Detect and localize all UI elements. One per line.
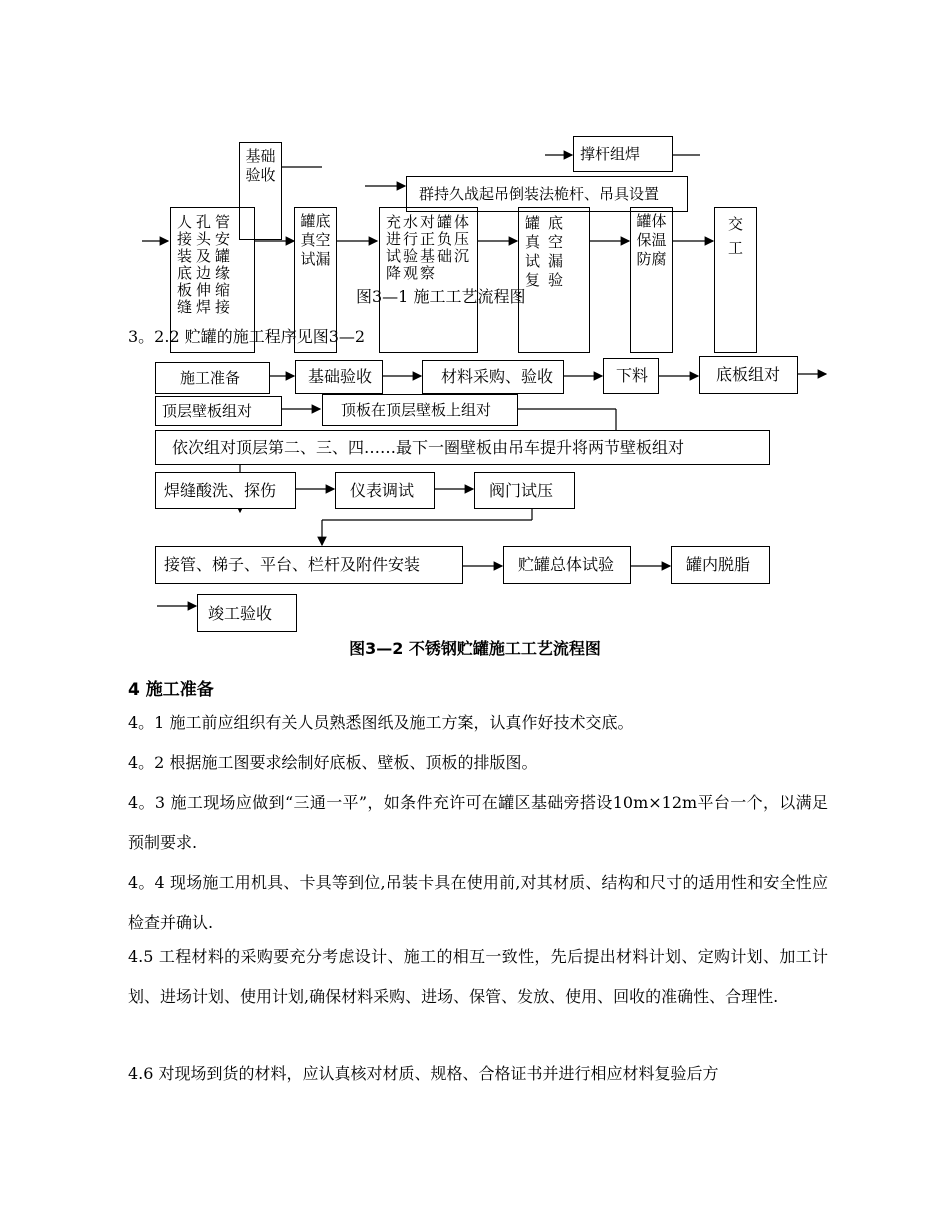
top-wall-assembly-box: 顶层壁板组对: [155, 396, 282, 426]
hidden-figure-caption: 图3—1 施工工艺流程图: [356, 287, 526, 306]
sequential-assembly-box: 依次组对顶层第二、三、四……最下一圈壁板由吊车提升将两节壁板组对: [155, 430, 770, 465]
figure-caption: 图3—2 不锈钢贮罐施工工艺流程图: [349, 639, 601, 658]
weld-pickling-box: 焊缝酸洗、探伤: [155, 472, 296, 509]
instrument-debug-box: 仪表调试: [335, 472, 435, 509]
tank-overall-test-box: 贮罐总体试验: [503, 546, 631, 584]
cutting-box: 下料: [603, 358, 659, 394]
strut-welding-box: 撑杆组焊: [573, 136, 673, 172]
tank-bottom-vacuum-box: 罐底真空试漏: [294, 207, 337, 353]
completion-acceptance-box: 竣工验收: [197, 594, 297, 632]
foundation-acceptance-box: 基础验收: [295, 360, 383, 394]
paragraph-4-4: 4。4 现场施工用机具、卡具等到位,吊装卡具在使用前,对其材质、结构和尺寸的适用性和安全性应检查并确认.: [128, 873, 828, 932]
degreasing-box: 罐内脱脂: [671, 546, 770, 584]
insulation-anticorrosion-box: 罐体保温防腐: [630, 207, 673, 353]
foundation-check-box: 基础验收: [239, 142, 282, 240]
paragraph-4-6: 4.6 对现场到货的材料，应认真核对材质、规格、合格证书并进行相应材料复验后方: [128, 1064, 719, 1083]
attachments-install-box: 接管、梯子、平台、栏杆及附件安装: [155, 546, 463, 584]
paragraph-4-5: 4.5 工程材料的采购要充分考虑设计、施工的相互一致性，先后提出材料计划、定购计划、加工计划、进场计划、使用计划,确保材料采购、进场、保管、发放、使用、回收的准确性、合理性.: [128, 947, 828, 1006]
gin-pole-setup-box: 群持久战起吊倒装法桅杆、吊具设置: [406, 176, 688, 212]
bottom-plate-assembly-box: 底板组对: [699, 356, 798, 394]
handover-box: 交 工: [714, 207, 757, 353]
section-label: 3。2.2 贮罐的施工程序见图3—2: [128, 327, 366, 346]
water-fill-test-box: 充水对罐体进行正负压试验基础沉降观察: [379, 207, 478, 353]
paragraph-4-1: 4。1 施工前应组织有关人员熟悉图纸及施工方案，认真作好技术交底。: [128, 713, 634, 732]
paragraph-4-2: 4。2 根据施工图要求绘制好底板、壁板、顶板的排版图。: [128, 753, 538, 772]
valve-pressure-test-box: 阀门试压: [474, 472, 575, 509]
bottom-plate-weld-box: 人孔管接头安装及罐底边缘板伸缩缝焊接: [170, 207, 255, 353]
tank-bottom-vacuum-retest-box: 罐底真空试漏复验: [518, 207, 590, 353]
roof-on-top-wall-box: 顶板在顶层壁板上组对: [322, 394, 518, 426]
paragraph-4-3: 4。3 施工现场应做到“三通一平”，如条件充许可在罐区基础旁搭设10m×12m平台一个，以满足预制要求.: [128, 793, 828, 852]
construction-prep-box: 施工准备: [155, 362, 270, 394]
section-heading: 4 施工准备: [128, 680, 214, 700]
material-purchase-box: 材料采购、验收: [422, 360, 564, 394]
